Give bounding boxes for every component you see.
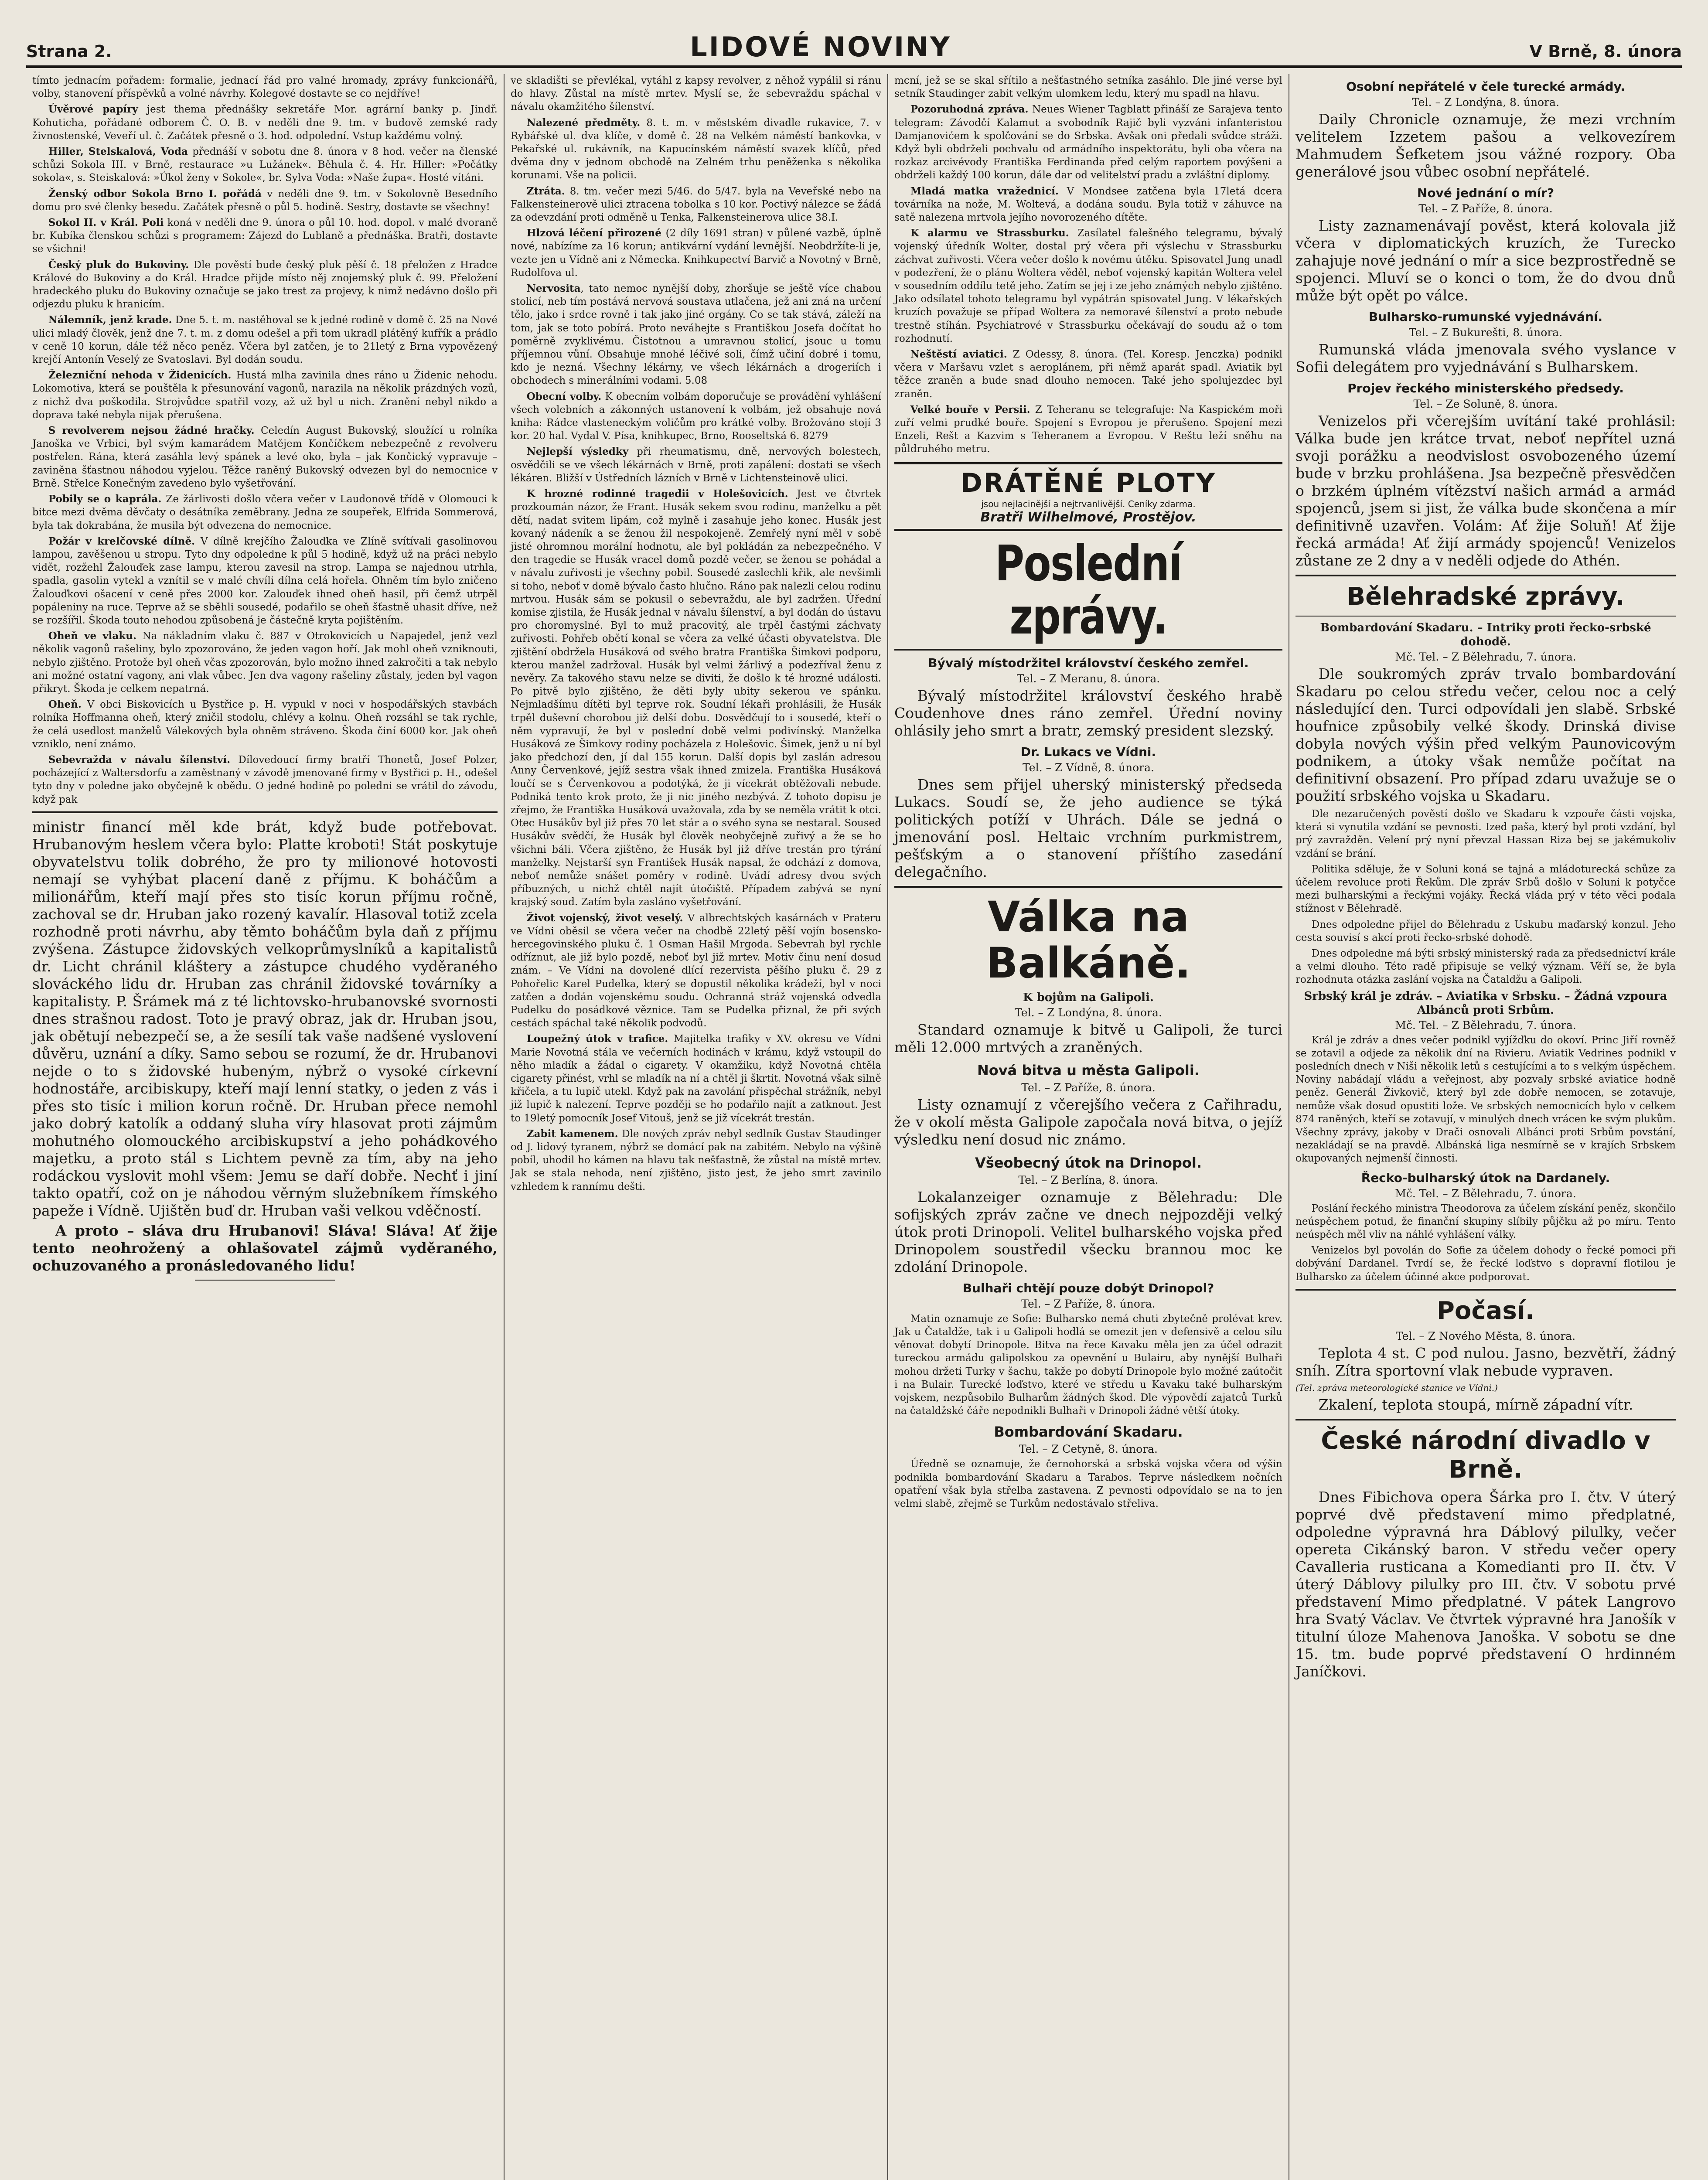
- news-text: Lokalanzeiger oznamuje z Bělehradu: Dle sofijských zpráv začne ve dnech nejpozději velký útok proti Drinopoli. Velitel bulharského vojska před Drinopolem soustředil všecku brannou moc ke zdolání Drinopole.: [894, 1188, 1282, 1275]
- divider: [1295, 1419, 1676, 1420]
- news-note: (Tel. zpráva meteorologické stanice ve Vídni.): [1295, 1382, 1498, 1393]
- news-text: Bývalý místodržitel království českého hrabě Coudenhove dnes ráno zemřel. Úřední noviny ohlásily jeho smrt a bratr, zemský president slezský.: [894, 687, 1282, 739]
- news-text: Venizelos byl povolán do Sofie za účelem dohody o řecké pomoci při dobývání Dardanel. Tvrdí se, že řecké loďstvo s dopravní flotilou je Bulharsko za účelem účinné akce podporovat.: [1295, 1245, 1676, 1283]
- article-text: Jest ve čtvrtek prozkoumán názor, že Frant. Husák sekem svou rodinu, manželku a pět dětí, nadat svitem lipám, což mylně i zasahuje jeho konec. Husák jest kovaný nádeník a se ženou žil nespokojeně. Zemřelý nyní měl v sobě jisté ohromnou morální hodnotu, ale byl pokládán za nebezpečného. V den tragedie se Husák vracel domů pozdě večer, se ženou se pohádal a v návalu zuřivosti je všechny pobil. Sousedé zaslechli křik, ale nevšimli si toho, neboť v domě bývalo často hlučno. Ráno pak nalezli celou rodinu mrtvou. Husák sám se pokusil o sebevraždu, ale byl zadržen. Úřední komise zjistila, že Husák jednal v návalu šílenství, a byl dodán do ústavu pro choromyslné. Byl to muž pracovitý, ale trpěl častými záchvaty zuřivosti. Pohřeb obětí konal se včera za velké účasti obyvatelstva. Dle zjištění obdržela Husáková od svého bratra Františka Šimkovi podporu, kterou manžel zadržoval. Husák byl velmi žárlivý a podezříval ženu z nevěry. Za takového stavu nelze se diviti, že došlo k té hrozné události. Po pitvě bylo zjištěno, že děti byly ubity sekerou ve spánku. Nejmladšímu dítěti byl teprve rok. Soudní lékaři prohlásili, že Husák trpěl duševní chorobou již delší dobu. Dosvědčují to i sousedé, kteří o něm vypravují, že byl v poslední době velmi podivínský. Manželka Husáková ze Šimkovy rodiny pocházela z Holešovic. Šimek, jenž u ní byl jako předchozí den, jí dal 155 korun. Další dopis byl zaslán adresou Anny Červenkové, jejíž sestra však ihned zmizela. Františka Husáková loučí se s Červenkovou a podotýká, že ji vícekrát obtěžovali nebude. Podniká tento krok proto, že ji nic jiného nezbývá. Z tohoto dopisu je zřejmo, že Františka Husáková uvažovala, zda by se neměla vrátit k otci. Otec Husákův byl již přes 70 let stár a o svého syna se nestaral. Soused Husákův svědčí, že Husák byl člověk neobyčejně zuřivý a že se ho všichni báli. Včera zjištěno, že Husák byl již dříve trestán pro týrání manželky. Nejstarší syn František Husák napsal, že odchází z domova, neboť nemůže snášet poměry v rodině. Uvádí adresy dvou svých příbuzných, u nichž chtěl najít útočiště. Případem zabývá se nyní krajský soud. Zatím byla zasláno vyšetřování.: [511, 488, 881, 908]
- news-dateline: Tel. – Z Vídně, 8. února.: [1023, 761, 1154, 774]
- article: [894, 227, 1282, 345]
- page-header: [26, 17, 1682, 68]
- section-title-belgrade-news: Bělehradské zprávy.: [1347, 582, 1625, 611]
- news-heading: Srbský král je zdráv. – Aviatika v Srbsku. – Žádná vzpoura Albánců proti Srbům.: [1304, 989, 1667, 1017]
- article-text: Z Odessy, 8. února. (Tel. Koresp. Jenczka) podnikl včera v Maršavu vzlet s aeroplánem, při němž aparát spadl. Aviatik byl těžce zraněn a bude snad dlouho nemocen. Také jeho spolujezdec byl zraněn.: [894, 349, 1282, 400]
- article-text: Z Teheranu se telegrafuje: Na Kaspickém moři zuří velmi prudké bouře. Spojení s Evropou je přerušeno. Spojení mezi Enzeli, Rešt a Kazvim s Teheranem a Evropou. V Reštu leží sněhu na půldruhého metru.: [894, 404, 1282, 455]
- divider: [1295, 575, 1676, 576]
- article-heading: K alarmu ve Strassburku.: [910, 227, 1069, 239]
- article-heading: Zabit kamenem.: [526, 1127, 618, 1140]
- article-heading: Sokol II. v Král. Poli: [48, 217, 164, 229]
- news-text: Rumunská vláda jmenovala svého vyslance v Sofii delegátem pro vyjednávání s Bulharskem.: [1295, 341, 1676, 375]
- article-heading: S revolverem nejsou žádné hračky.: [48, 425, 255, 437]
- news-dateline: Tel. – Z Bukurešti, 8. února.: [1408, 326, 1563, 339]
- section-subtitle: K bojům na Galipoli.: [1023, 991, 1154, 1004]
- article: [894, 348, 1282, 401]
- article-text: jest thema přednášky sekretáře Mor. agrární banky p. Jindř. Kohuticha, pořádané odborem Č. O. B. v neděli dne 9. tm. v budově zemské rady živnostenské, Veveří ul. č. Začátek přesně o 3. hod. odpolední. Vstup každému volný.: [32, 104, 498, 142]
- article-heading: Oheň.: [48, 698, 82, 711]
- article-text: (2 díly 1691 stran) v půlené vazbě, úplně nové, nabízíme za 16 korun; antikvární vydání levnější. Neobdržíte-li je, vezte jen u Vídně ani z Německa. Knihkupectví Barvič a Novotný v Brně, Rudolfova ul.: [511, 228, 881, 279]
- section-title-theatre: České národní divadlo v Brně.: [1321, 1426, 1650, 1484]
- article-heading: Pozoruhodná zpráva.: [910, 103, 1029, 116]
- divider: [195, 1280, 334, 1281]
- article-heading: Ženský odbor Sokola Brno I. pořádá: [48, 187, 262, 200]
- article-text: Dle nových zpráv nebyl sedlník Gustav Staudinger od J. lidový tyranem, nýbrž se domácí pak na zabitém. Nebylo na výšině pobíl, uhodil ho kámen na hlavu tak nešťastně, že zůstal na místě mrtev. Jak se stala nehoda, není zjištěno, jisto jest, že jeho smrt zavinilo vzhledem k rannímu dešti.: [511, 1128, 882, 1192]
- news-dateline: Mč. Tel. – Z Bělehradu, 7. února.: [1395, 651, 1576, 663]
- article: [511, 282, 881, 388]
- divider: [894, 649, 1282, 651]
- article-heading: Loupežný útok v trafice.: [526, 1033, 668, 1045]
- article: [511, 116, 881, 182]
- news-text: Dnes odpoledne má býti srbský ministerský rada za předsednictví krále a velmi dlouho. Této radě připisuje se velký význam. Věří se, že byla rozhodnuta otázka zaslání vojska na Čataldžu a Galipoli.: [1295, 948, 1676, 986]
- article: [511, 912, 881, 1030]
- news-heading: Dr. Lukacs ve Vídni.: [1020, 744, 1156, 759]
- news-text: Daily Chronicle oznamuje, že mezi vrchním velitelem Izzetem pašou a velkovezírem Mahmudem Šefketem jsou vážné rozpory. Oba generálové jsou vůbec osobní nepřátelé.: [1295, 111, 1676, 180]
- article: [511, 227, 881, 279]
- article-text: 8. t. m. v městském divadle rukavice, 7. v Rybářské ul. dva klíče, v domě č. 28 na Velkém náměstí bankovka, v Pekařské ul. rukávník, na Kapucínském náměstí svazek klíčů, před dvěma dny v jednom obchodě na Zelném trhu peněženka s několika korunami. Vše na policii.: [511, 117, 881, 181]
- news-text: Dle nezaručených pověstí došlo ve Skadaru k vzpouře části vojska, která si vynutila vzdání se pevnosti. Ized paša, který byl proti vzdání, byl prý zavražděn. Velení prý nyní převzal Hassan Riza bej se jakémukoliv vzdání se brání.: [1295, 808, 1676, 859]
- article-heading: Hiller, Stelskalová, Voda: [48, 146, 188, 158]
- column-4: [1289, 74, 1682, 2180]
- article-heading: Úvěrové papíry: [48, 103, 138, 116]
- news-heading: Bulhaři chtějí pouze dobýt Drinopol?: [962, 1281, 1214, 1295]
- article-text: V dílně krejčího Žalouďka ve Zlíně svítívali gasolinovou lampou, zavěšenou u stropu. Tyto dny odpoledne k půl 5 hodině, když už na práci nebylo vidět, rozžehl Žalouďek zase lampu, kterou zavesil na strop. Lampa se najednou utrhla, spadla, gasolin vytekl a vznítil se v malé chvíli dílna celá hořela. Ohněm tím bylo zničeno Žalouďkovi ošacení v ceně přes 2000 kor. Zalouďek ihned oheň hasil, při čemž utrpěl popáleniny na ruce. Teprve až se sběhli sousedé, podařilo se oheň šťastně uhasit dříve, než se rozšířil. Škoda touto nehodou způsobená je částečně kryta pojištěním.: [32, 535, 498, 626]
- article-text: v neděli dne 9. tm. v Sokolovně Besedního domu pro své členky besedu. Začátek přesně o půl 5. hodině. Sestry, dostavte se všechny!: [32, 188, 498, 213]
- newspaper-title: LIDOVÉ NOVINY: [690, 31, 951, 63]
- article: [894, 185, 1282, 225]
- article-heading: Mladá matka vražednicí.: [910, 185, 1059, 197]
- article-heading: Život vojenský, život veselý.: [526, 912, 683, 924]
- news-text: Listy oznamují z včerejšího večera z Cařihradu, že v okolí města Galipole započala nová bitva, o jejíž výsledku není dosud nic známo.: [894, 1096, 1282, 1148]
- news-heading: Bombardování Skadaru.: [994, 1424, 1183, 1441]
- news-dateline: Mč. Tel. – Z Bělehradu, 7. února.: [1395, 1187, 1576, 1200]
- article: [32, 424, 498, 490]
- section-title-weather: Počasí.: [1436, 1296, 1535, 1325]
- article-heading: Nejlepší výsledky: [526, 446, 629, 458]
- news-heading: Bombardování Skadaru. – Intriky proti řecko-srbské dohodě.: [1320, 621, 1651, 648]
- article-heading: Ztráta.: [526, 185, 565, 197]
- news-text: Matin oznamuje ze Sofie: Bulharsko nemá chuti zbytečně prolévat krev. Jak u Čataldže, tak i u Galipoli hodlá se omezit jen v defensivě a celou sílu věnovat dobytí Drinopole. Bitva na řece Kavaku měla jen za účel odrazit tureckou armádu galipolskou za opevnění u Bulairu, aby nynější Bulhaři mohou držeti Turky v šachu, takže po dobytí Drinopole bylo možné zaútočit i na Bulair. Turecké loďstvo, které ve středu u Kavaku také bulharským vojskem, nezpůsobilo Bulharům žádných škod. Dle výpovědí zajatců Turků na čataldžské čáře nepodnikli Bulhaři v Drinopoli žádné větší útoky.: [894, 1313, 1282, 1417]
- article: [32, 145, 498, 185]
- advertisement-wire-fences: [894, 462, 1282, 531]
- article-text: Celedín August Bukovský, sloužící u rolníka Janoška ve Vrbici, byl svým kamarádem Matějem Končíčkem nebezpečně z revolveru postřelen. Rána, která zasáhla levý spánek a levé oko, byla – jak Končický vypravuje – zaviněna šťastnou náhodou vyjelou. Těžce raněný Bukovský odvezen byl do nemocnice v Brně. Střelce Konečným zavedeno bylo vyšetřování.: [32, 425, 498, 489]
- news-heading: Řecko-bulharský útok na Dardanely.: [1361, 1170, 1610, 1185]
- article: [894, 403, 1282, 456]
- article-text: Dílovedoucí firmy bratří Thonetů, Josef Polzer, pocházející z Waltersdorfu a zaměstnaný v závodě jmenované firmy v Bystřici p. H., odešel tyto dny v poledne jako obyčejně k obědu. O jedné hodině po poledni se vrátil do závodu, když pak: [32, 754, 498, 805]
- article: [32, 698, 498, 751]
- news-text: Zkalení, teplota stoupá, mírně západní vítr.: [1318, 1396, 1633, 1413]
- news-dateline: Tel. – Z Paříže, 8. února.: [1021, 1297, 1156, 1310]
- article: [32, 369, 498, 422]
- news-text: Dle soukromých zpráv trvalo bombardování Skadaru po celou středu večer, celou noc a celý následující den. Turci odpovídali jen slabě. Srbské houfnice způsobily velké škody. Drinská divise dobyla nových výšin před velkým Paunovicovým podnikem, a útoky však nemůže počítat na definitivní obsazení. Pro případ zdaru uvažuje se o použití srbského vojska u Skadaru.: [1295, 665, 1676, 804]
- article-text: koná v neděli dne 9. února o půl 10. hod. dopol. v malé dvoraně br. Kubíka členskou schůzi s programem: Zájezd do Lublaně a přednáška. Bratři, dostavte se všichni!: [32, 217, 498, 255]
- column-2: [504, 74, 887, 2180]
- news-text: Úředně se oznamuje, že černohorská a srbská vojska včera od výšin podnikla bombardování Skadaru a Tarabos. Teprve následkem nočních opatření však byla střelba zastavena. Z pevnosti odpovídalo se na to jen velmi slabě, zřejmě se Turkům nedostávalo střeliva.: [894, 1458, 1282, 1509]
- news-heading: Projev řeckého ministerského předsedy.: [1347, 381, 1624, 395]
- column-1: [26, 74, 504, 2180]
- article-heading: Český pluk do Bukoviny.: [48, 259, 189, 271]
- news-text: Listy zaznamenávají pověst, která kolovala již včera v diplomatických kruzích, že Turecko zahajuje nové jednání o mír a sice bezprostředně se spojenci. Mluví se o konci o tom, že do dvou dnů může být opět po válce.: [1295, 217, 1676, 304]
- news-dateline: Tel. – Z Paříže, 8. února.: [1418, 202, 1553, 215]
- news-text: Poslání řeckého ministra Theodorova za účelem získání peněz, skončilo neúspěchem potud, že finanční skupiny slíbily půjčku až po míru. Tento neúspěch měl vliv na náhlé vyhlášení války.: [1295, 1202, 1676, 1241]
- article: [894, 103, 1282, 182]
- news-text: Dnes sem přijel uherský ministerský předseda Lukacs. Soudí se, že jeho audience se týká politických potíží v Uhrách. Dále se jedná o jmenování posl. Heltaic vrchním purkmistrem, pešťským a o stanovení příštího zasedání delegačního.: [894, 776, 1282, 880]
- news-dateline: Tel. – Z Londýna, 8. února.: [1412, 96, 1559, 109]
- article-text: Dne 5. t. m. nastěhoval se k jedné rodině v domě č. 25 na Nové ulici mladý člověk, jenž dne 7. t. m. z domu odešel a při tom ukradl plátěný kufřík a prádlo v ceně 10 korun, dále též něco peněz. Včera byl zatčen, je to 21letý z Brna vypovězený krejčí Antonín Veselý ze Svatoslavi. Byl dodán soudu.: [32, 314, 498, 366]
- news-dateline: Tel. – Z Nového Města, 8. února.: [1395, 1329, 1576, 1342]
- article-heading: Pobily se o kaprála.: [48, 493, 162, 505]
- news-text: Venizelos při včerejším uvítání také prohlásil: Válka bude jen krátce trvat, neboť nepřítel uzná svoji porážku a neodvislost osvobozeného území bude v brzku prohlášena. Jsa bezpečně přesvědčen o brzkém úplném vítězství našich armád a armád spojenců, jsem si jist, že válka bude skončena a mír definitivně uzavřen. Volám: Ať žije Soluň! Ať žije řecká armáda! Ať žijí armády spojenců! Venizelos zůstane ze 2 dny a v neděli odjede do Athén.: [1295, 412, 1676, 569]
- article-text: Zasílatel falešného telegramu, bývalý vojenský úředník Wolter, dostal prý včera při výslechu v Strassburku záchvat zuřivosti. Včera večer došlo k novému útěku. Spisovatel Jung unadl v podezření, že o plánu Woltera věděl, neboť vojenský kapitán Woltera velel v sousedním oddílu tetě jeho. Zatím se jej i ze jeho známých nebylo zjištěno. Jako odsílatel tohoto telegramu byl vypátrán spisovatel Jung. V lékařských kruzích považuje se případ Woltera za nemoravé šílenství a proto nebude trestně stíhán. Psychiatrové v Strassburku očekávají do soudu až o tom rozhodnutí.: [894, 228, 1282, 344]
- article: [511, 1032, 881, 1124]
- article: [32, 103, 498, 143]
- article: [32, 493, 498, 532]
- article: [32, 187, 498, 214]
- article-heading: Nalezené předměty.: [526, 116, 641, 129]
- news-dateline: Mč. Tel. – Z Bělehradu, 7. února.: [1395, 1018, 1576, 1032]
- article-text: A proto – sláva dru Hrubanovi! Sláva! Sláva! Ať žije tento neohrožený a ohlašovatel zájmů vyděraného, ochuzovaného a pronásledovaného lidu!: [32, 1222, 498, 1274]
- article-text: 8. tm. večer mezi 5/46. do 5/47. byla na Veveřské nebo na Falkensteinerově ulici ztracena tobolka s 10 kor. Poctivý nálezce se žádá za odevzdání proti odměně u Tenka, Falkensteinerova ulice 38.I.: [511, 185, 881, 224]
- article-heading: Požár v krelčovské dílně.: [48, 535, 195, 547]
- article: [511, 445, 881, 485]
- news-heading: Bývalý místodržitel království českého zemřel.: [928, 655, 1249, 670]
- article-text: V obci Biskovicích u Bystřice p. H. vypukl v noci v hospodářských stavbách rolníka Hoffmanna oheň, který zničil stodolu, chlévy a kolnu. Oheň rozsáhl se tak rychle, že celá usedlost manželů Válekových byla ohněm stráveno. Škoda činí 6000 kor. Jak oheň vzniklo, není známo.: [32, 699, 498, 750]
- article-text: Ze žárlivosti došlo včera večer v Laudonově třídě v Olomouci k bitce mezi dvěma děvčaty o desátníka zeměbrany. Jedna ze soupeřek, Elfrida Sommerová, byla tak dokrabána, že musila být odvezena do nemocnice.: [32, 494, 498, 531]
- article-heading: Obecní volby.: [526, 390, 602, 402]
- article-heading: Železniční nehoda v Židenicích.: [48, 369, 232, 382]
- article-heading: Hlzová léčení přirozené: [526, 227, 661, 239]
- divider: [32, 811, 498, 813]
- news-heading: Bulharsko-rumunské vyjednávání.: [1368, 310, 1603, 324]
- article-heading: Nervosita: [526, 283, 581, 295]
- news-text: Král je zdráv a dnes večer podnikl vyjížďku do okoví. Princ Jiří rovněž se zotavil a odjede za několik dní na Rivieru. Aviatik Vedrines podnikl v posledních dnech v Niši několik letů s cestujícími a to s velkým úspěchem. Noviny nabádají vládu a veřejnost, aby pozvaly srbské aviatice hodně peněz. Generál Živkovič, který byl zde dobře nemocen, se zotavuje, nemůže však dosud opustiti lože. Ve srbských nemocnicích bylo v celkem 874 raněných, kteří se zotavují, v minulých dnech vrácen ke svým plukům. Všechny zprávy, jakoby v Drači osnovali Albánci proti Srbům povstání, nezakládají se na pravdě. Albánská liga nesmírně se v krajích Srbskem okupovaných nejmenší činnosti.: [1295, 1034, 1676, 1165]
- article-text: , tato nemoc nynější doby, zhoršuje se ještě více chabou stolicí, neb tím postává nervová soustava utlačena, jež ani zná na určení tělo, jako i srdce rovně i tak jako jiné orgány. Co se tak stává, záleží na tom, jak se toto pobírá. Proto neváhejte s Františkou Josefa dočítat ho poměrně zvyklivému. Čistotnou a umravnou stolicí, jsouc u tomu příjemnou vůní. Obsahuje mnohé léčivé soli, čímž učiní dobré i tomu, kdo je nezná. Všechny lékárny, ve všech lékárnách a drogeriích i obchodech s minerálními vodami. 5.08: [511, 283, 881, 387]
- news-text: Teplota 4 st. C pod nulou. Jasno, bezvětří, žádný sníh. Zítra sportovní vlak nebude vypraven.: [1295, 1344, 1676, 1379]
- news-dateline: Tel. – Z Berlína, 8. února.: [1018, 1173, 1159, 1186]
- article-heading: Velké bouře v Persii.: [910, 403, 1030, 416]
- article-text: ministr financí měl kde brát, když bude potřebovat. Hrubanovým heslem včera bylo: Platte kroboti! Stát poskytuje obyvatelstvu tolik dobrého, že pro ty milionové hotovosti nemají se vyhýbat placení daně z příjmu. K boháčům a milionářům, kteří mají přes sto tisíc korun příjmu ročně, zachoval se dr. Hruban jako rozený kavalír. Hlasoval totiž zcela rozhodně proti návrhu, aby těmto boháčům byla daň z příjmu zvýšena. Zástupce židovských velkoprůmyslníků a kapitalistů dr. Licht chránil kláštery a zástupce chudého vyděraného slováckého lidu dr. Hruban zas chránil židovské továrníky a kapitalisty. P. Šrámek má z té lichtovsko-hrubanovské svornosti dnes strašnou radost. Toto je pravý obraz, jak dr. Hruban jsou, jak obětují nebezpečí se, a že sesílí tak vaše nadšené vyslovení důvěru, uznání a díky. Samo sebou se rozumí, že dr. Hrubanovi nejde o to s židovské hubeným, nýbrž o vysoké církevní hodnostáře, arcibiskupy, kteří mají lenní statky, o jeden z vás i přes sto tisíc i milion korun ročně. Dr. Hruban přece nemohl jako dobrý katolík a oddaný sluha víry hlasovat proti zájmům mohutného olomouckého arcibiskupství a jeho pohádkového majetku, a proto stál s Lichtem pevně za tím, aby na jeho rodáckou vyslovit mohl všem: Jemu se daří dobře. Nechť i jiní takto opatří, což on je náhodou věrným služebníkem římského papeže i Vídně. Ujištěn buď dr. Hruban vaši velkou vděčností.: [32, 818, 498, 1219]
- article-heading: Neštěstí aviatici.: [910, 348, 1007, 361]
- article-text: Na nákladním vlaku č. 887 v Otrokovicích u Napajedel, jenž vezl několik vagonů rašeliny, bylo zpozorováno, že jeden vagon hoří. Jak mohl oheň vzniknouti, nebylo zjištěno. Protože byl oheň včas zpozorován, bylo možno ihned zakročiti a tak nebylo ani možné ostatní vagony, ani vlak vůbec. Jen dva vagony rašeliny zůstaly, jeden byl vagon přikryt. Škoda je celkem nepatrná.: [32, 630, 498, 695]
- news-text: Politika sděluje, že v Soluni koná se tajná a mládoturecká schůze za účelem revoluce proti Řekům. Dle zpráv Srbů došlo v Soluni k potyčce mezi bulharskými a řeckými vojáky. Řecká vláda prý v této věci podala stížnost v Bělehradě.: [1295, 863, 1676, 915]
- news-text: Dnes Fibichova opera Šárka pro I. čtv. V úterý poprvé dvě představení mimo předplatné, odpoledne výpravná hra Dáblový pilulky, večer opereta Cikánský baron. V středu večer opery Cavalleria rusticana a Komedianti pro II. čtv. V úterý Dáblovy pilulky pro III. čtv. V sobotu prvé představení Mimo předplatné. V pátek Langrovo hra Svatý Václav. Ve čtvrtek výpravné hra Janošík v titulní úloze Mahenova Janoška. V sobotu se dne 15. tm. bude poprvé představení O hrdinném Janíčkovi.: [1295, 1488, 1676, 1680]
- news-heading: Nová bitva u města Galipoli.: [977, 1062, 1200, 1079]
- article: [32, 216, 498, 256]
- article-text: V Mondsee zatčena byla 17letá dcera továrníka na nože, M. Woltevá, a dodána soudu. Byla totiž v záhuvce na satě nalezena mrtvola jejího novorozeného dítěte.: [894, 185, 1282, 224]
- article: [32, 630, 498, 695]
- article-text: Hustá mlha zavinila dnes ráno u Židenic nehodu. Lokomotiva, která se pouštěla k přesunování vagonů, narazila na několik prázdných vozů, z nichž dva poškodila. Strojvůdce spatřil vozy, až už byl u nich. Zranění nebyl nikdo a doprava také nebyla nijak přerušena.: [32, 370, 498, 421]
- article-heading: K hrozné rodinné tragedii v Holešovicích.: [526, 488, 788, 500]
- article: [511, 1127, 881, 1193]
- news-heading: Nové jednání o mír?: [1417, 186, 1555, 200]
- article: [32, 313, 498, 366]
- article-text: Dle pověstí bude český pluk pěší č. 18 přeložen z Hradce Králové do Bukoviny a do Král. Hradce přijde místo něj znojemský pluk č. 99. Přeložení hradeckého pluku do Bukoviny označuje se jako trest za projevy, k nimž nedávno došlo při odjezdu pluku k hranicím.: [32, 259, 498, 310]
- divider: [1295, 1289, 1676, 1291]
- article: [32, 535, 498, 627]
- news-text: Dnes odpoledne přijel do Bělehradu z Uskubu maďarský konzul. Jeho cesta souvisí s akcí proti řecko-srbské dohodě.: [1295, 919, 1676, 944]
- article-heading: Oheň ve vlaku.: [48, 630, 136, 642]
- article: [32, 259, 498, 311]
- page-number: Strana 2.: [26, 42, 112, 61]
- news-dateline: Tel. – Z Meranu, 8. února.: [1016, 672, 1160, 685]
- article-text: ve skladišti se převlékal, vytáhl z kapsy revolver, z něhož vypálil si ránu do hlavy. Zůstal na místě mrtev. Myslí se, že sebevraždu spáchal v návalu okamžitého šílenství.: [511, 75, 881, 113]
- ad-text: jsou nejlacinější a nejtrvanlivější. Ceníky zdarma.: [981, 498, 1196, 509]
- place-date: V Brně, 8. února: [1529, 42, 1682, 61]
- news-heading: Osobní nepřátelé v čele turecké armády.: [1346, 79, 1625, 94]
- article: [511, 390, 881, 443]
- news-dateline: Tel. – Z Cetyně, 8. února.: [1019, 1443, 1158, 1456]
- ad-firm: Bratři Wilhelmové, Prostějov.: [980, 509, 1197, 525]
- article: [511, 487, 881, 909]
- news-heading: Všeobecný útok na Drinopol.: [975, 1154, 1202, 1171]
- article-heading: Nálemník, jenž krade.: [48, 314, 172, 326]
- article: [511, 185, 881, 225]
- article-text: Majitelka trafiky v XV. okresu ve Vídni Marie Novotná stála ve večerních hodinách v krámu, když vstoupil do něho mladík a žádal o cigarety. V okamžiku, když Novotná chtěla cigarety přinést, vrhl se mladík na ní a chtěl ji škrtit. Novotná však silně křičela, a tu lupič utekl. Když pak na zavolání přispěchal strážník, nebyl již lupič k nalezení. Teprve později se ho podařilo najít a zatknout. Jest to 19letý pomocník Josef Vitouš, jenž se již vícekrát trestán.: [511, 1033, 882, 1124]
- divider: [1295, 616, 1676, 617]
- news-dateline: Tel. – Z Londýna, 8. února.: [1015, 1006, 1162, 1019]
- article-text: mcní, jež se se skal sřítilo a nešťastného setníka zasáhlo. Dle jiné verse byl setník Staudinger zabit velkým ulomkem ledu, který mu spadl na hlavu.: [894, 75, 1282, 100]
- news-dateline: Tel. – Z Paříže, 8. února.: [1021, 1081, 1156, 1094]
- article-text: Neues Wiener Tagblatt přináší ze Sarajeva tento telegram: Závodčí Kalamut a svobodník Rajič byli vyzváni infanteristou Damjanovićem k spolčování se do Srbska. Avšak oni předali svůdce stráži. Když byli obdrželi pochvalu od armádního inspektorátu, byli oba včera na rozkaz arcivévody Františka Ferdinanda před celým raportem povýšeni a obdrželi každý 100 korun, dále dar od velitelství pradu a zvláštní diplomy.: [894, 104, 1282, 181]
- newspaper-page: [26, 17, 1682, 2180]
- article-text: při rheumatismu, dně, nervových bolestech, osvědčili se ve všech lékárnách v Brně, proti zapálení: dostati se všech lékáren. Bližší v Ústředních lázních v Brně v Lichtensteinově ulici.: [511, 446, 881, 484]
- article-text: přednáší v sobotu dne 8. února v 8 hod. večer na členské schůzi Sokola III. v Brně, restaurace »u Lužánek«. Běhula č. 4. Hr. Hiller: »Počátky sokola«, s. Steiskalová: »Úkol ženy v Sokole«, br. Sylva Voda: »Naše župa«. Hosté vítáni.: [32, 146, 498, 184]
- article: [32, 753, 498, 806]
- news-dateline: Tel. – Ze Soluně, 8. února.: [1413, 398, 1558, 410]
- news-text: Standard oznamuje k bitvě u Galipoli, že turci měli 12.000 mrtvých a zraněných.: [894, 1021, 1282, 1056]
- article-text: tímto jednacím pořadem: formalie, jednací řád pro valné hromady, zprávy funkcionářů, volby, stanovení příspěvků a volné návrhy. Kolegové dostavte se co nejdříve!: [32, 75, 498, 100]
- divider: [894, 886, 1282, 888]
- article-text: V albrechtských kasárnách v Prateru ve Vídni oběsil se včera večer na chodbě 22letý pěší vojín bosensko-hercegovinského pluku č. 1 Osman Hašil Mrgoda. Sebevrah byl rychle odříznut, ale již bylo pozdě, neboť byl již mrtev. Motiv činu není dosud znám. – Ve Vídni na dovolené dlící rezervista pěšího pluku č. 29 z Pohořelic Karel Pudelka, který se dopustil několika krádeží, byl v noci zatčen a dodán vojenskému soudu. Ochranná stráž vojenská odvedla Pudelku do posádkové věznice. Tam se Pudelka přiznal, že při svých cestách spáchal také několik podvodů.: [511, 912, 881, 1029]
- section-title-latest-news: Poslední zprávy.: [995, 535, 1182, 645]
- section-title-balkan-war: Válka na Balkáně.: [986, 892, 1191, 988]
- ad-title: DRÁTĚNÉ PLOTY: [960, 467, 1217, 498]
- article-text: K obecním volbám doporučuje se provádění vyhlášení všech volebních a zákonných ustanovení k volbám, jež obsahuje nová kniha: Rádce vlasteneckým voličům pro krátké volby. Brožováno stojí 3 kor. 20 hal. Vydal V. Písa, knihkupec, Brno, Rooseltská 6. 8279: [511, 391, 881, 442]
- column-3: [887, 74, 1289, 2180]
- article-heading: Sebevražda v návalu šílenství.: [48, 753, 231, 766]
